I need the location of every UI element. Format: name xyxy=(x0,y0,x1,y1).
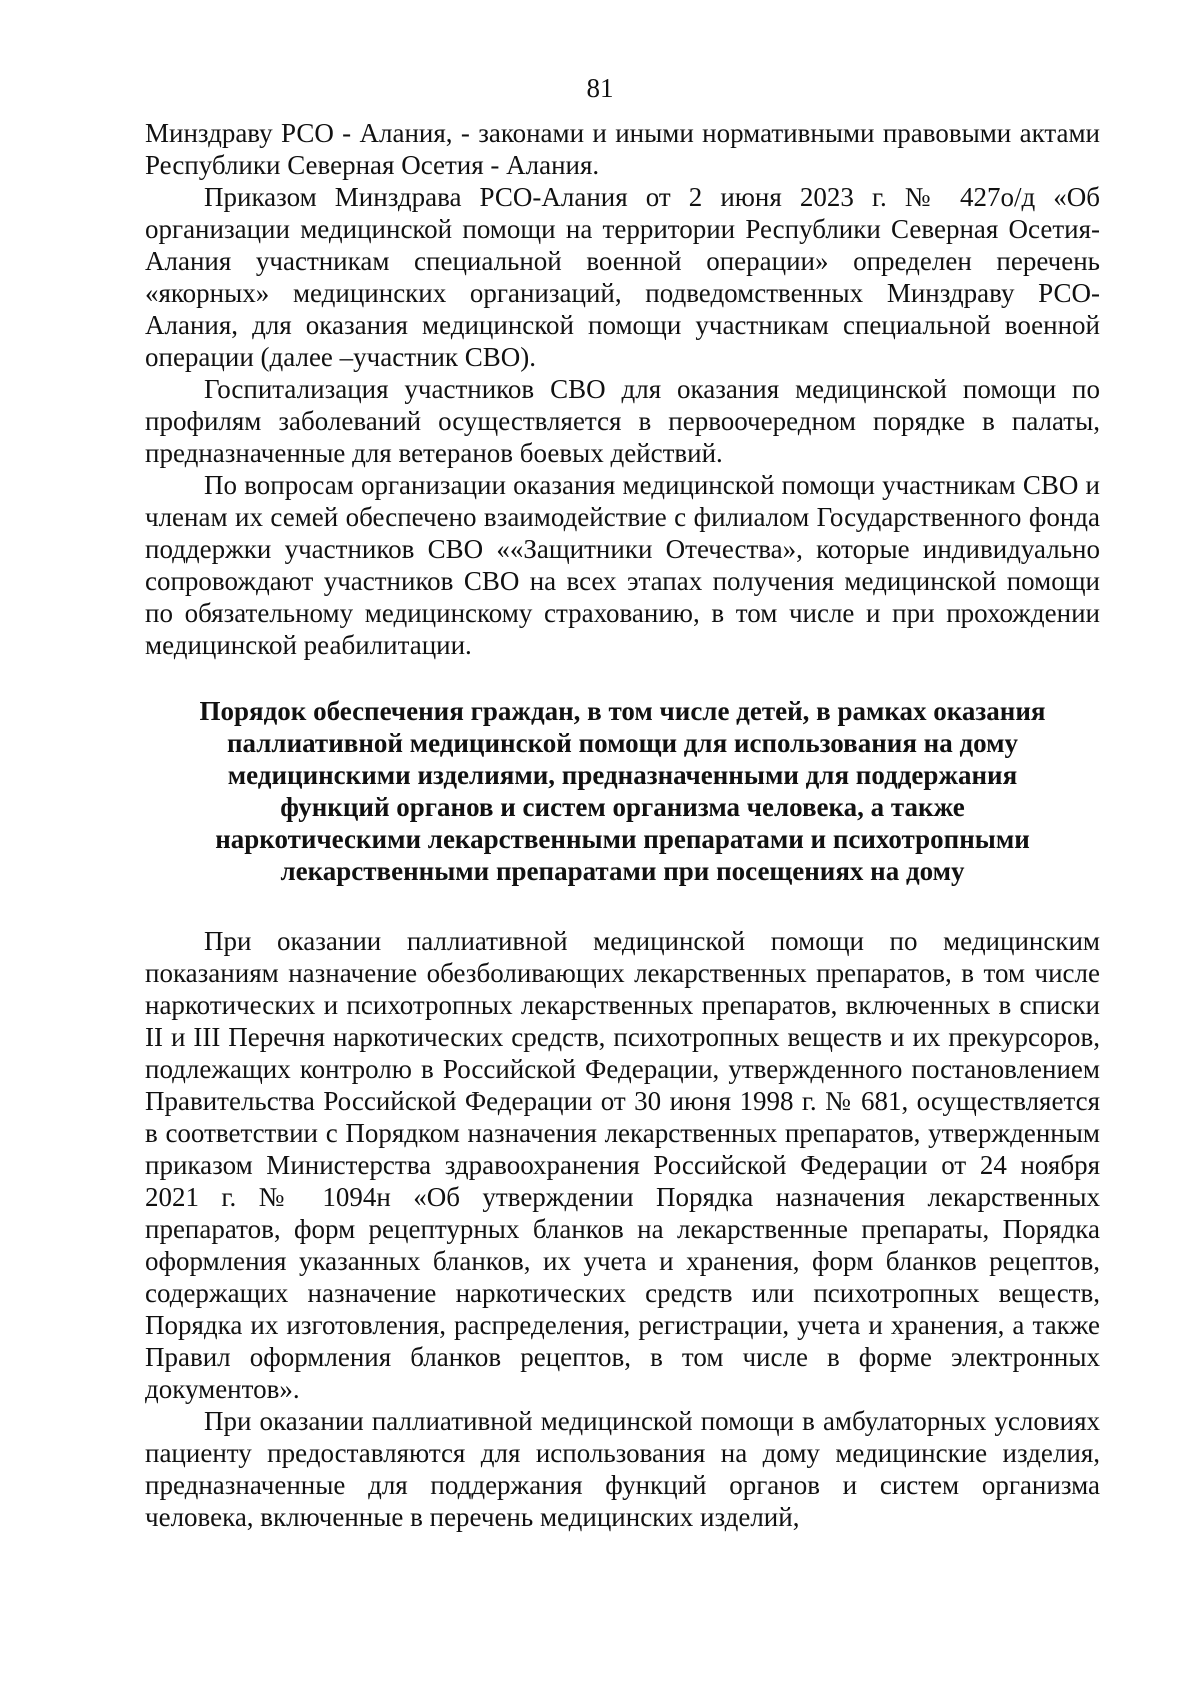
paragraph-hospitalization: Госпитализация участников СВО для оказания медицинской помощи по профилям заболеваний осуществляется в первоочередном порядке в палаты, предназначенные для ветеранов боевых действий. xyxy=(145,374,1100,468)
document-body xyxy=(145,117,1100,1533)
heading-line: медицинскими изделиями, предназначенными для поддержания xyxy=(227,760,1018,790)
heading-line: наркотическими лекарственными препаратами и психотропными xyxy=(215,824,1030,854)
paragraph-palliative-prescription: При оказании паллиативной медицинской помощи по медицинским показаниям назначение обезболивающих лекарственных препаратов, в том числе наркотических и психотропных лекарственных препаратов, включенных в списки II и III Перечня наркотических средств, психотропных веществ и их прекурсоров, подлежащих контролю в Российской Федерации, утвержденного постановлением Правительства Российской Федерации от 30 июня 1998 г. № 681, осуществляется в соответствии с Порядком назначения лекарственных препаратов, утвержденным приказом Министерства здравоохранения Российской Федерации от 24 ноября 2021 г. № 1094н «Об утверждении Порядка назначения лекарственных препаратов, форм рецептурных бланков на лекарственные препараты, Порядка оформления указанных бланков, их учета и хранения, форм бланков рецептов, содержащих назначение наркотических средств или психотропных веществ, Порядка их изготовления, распределения, регистрации, учета и хранения, а также Правил оформления бланков рецептов, в том числе в форме электронных документов». xyxy=(145,926,1100,1404)
heading-line: паллиативной медицинской помощи для использования на дому xyxy=(226,728,1019,758)
paragraph-defenders-fund: По вопросам организации оказания медицинской помощи участникам СВО и членам их семей обеспечено взаимодействие с филиалом Государственного фонда поддержки участников СВО ««Защитники Отечества», которые индивидуально сопровождают участников СВО на всех этапах получения медицинской помощи по обязательному медицинскому страхованию, в том числе и при прохождении медицинской реабилитации. xyxy=(145,470,1100,660)
heading-line: лекарственными препаратами при посещениях на дому xyxy=(280,856,965,886)
paragraph-continuation: Минздраву РСО - Алания, - законами и иными нормативными правовыми актами Республики Северная Осетия - Алания. xyxy=(145,118,1100,180)
section-heading xyxy=(145,695,1100,887)
heading-line: Порядок обеспечения граждан, в том числе детей, в рамках оказания xyxy=(199,696,1046,726)
page-number: 81 xyxy=(586,73,614,103)
paragraph-medical-devices: При оказании паллиативной медицинской помощи в амбулаторных условиях пациенту предоставляются для использования на дому медицинские изделия, предназначенные для поддержания функций органов и систем организма человека, включенные в перечень медицинских изделий, xyxy=(145,1406,1100,1532)
paragraph-order-427: Приказом Минздрава РСО-Алания от 2 июня 2023 г. № 427о/д «Об организации медицинской помощи на территории Республики Северная Осетия-Алания участникам специальной военной операции» определен перечень «якорных» медицинских организаций, подведомственных Минздраву РСО-Алания, для оказания медицинской помощи участникам специальной военной операции (далее –участник СВО). xyxy=(145,182,1100,372)
heading-line: функций органов и систем организма человека, а также xyxy=(280,792,965,822)
